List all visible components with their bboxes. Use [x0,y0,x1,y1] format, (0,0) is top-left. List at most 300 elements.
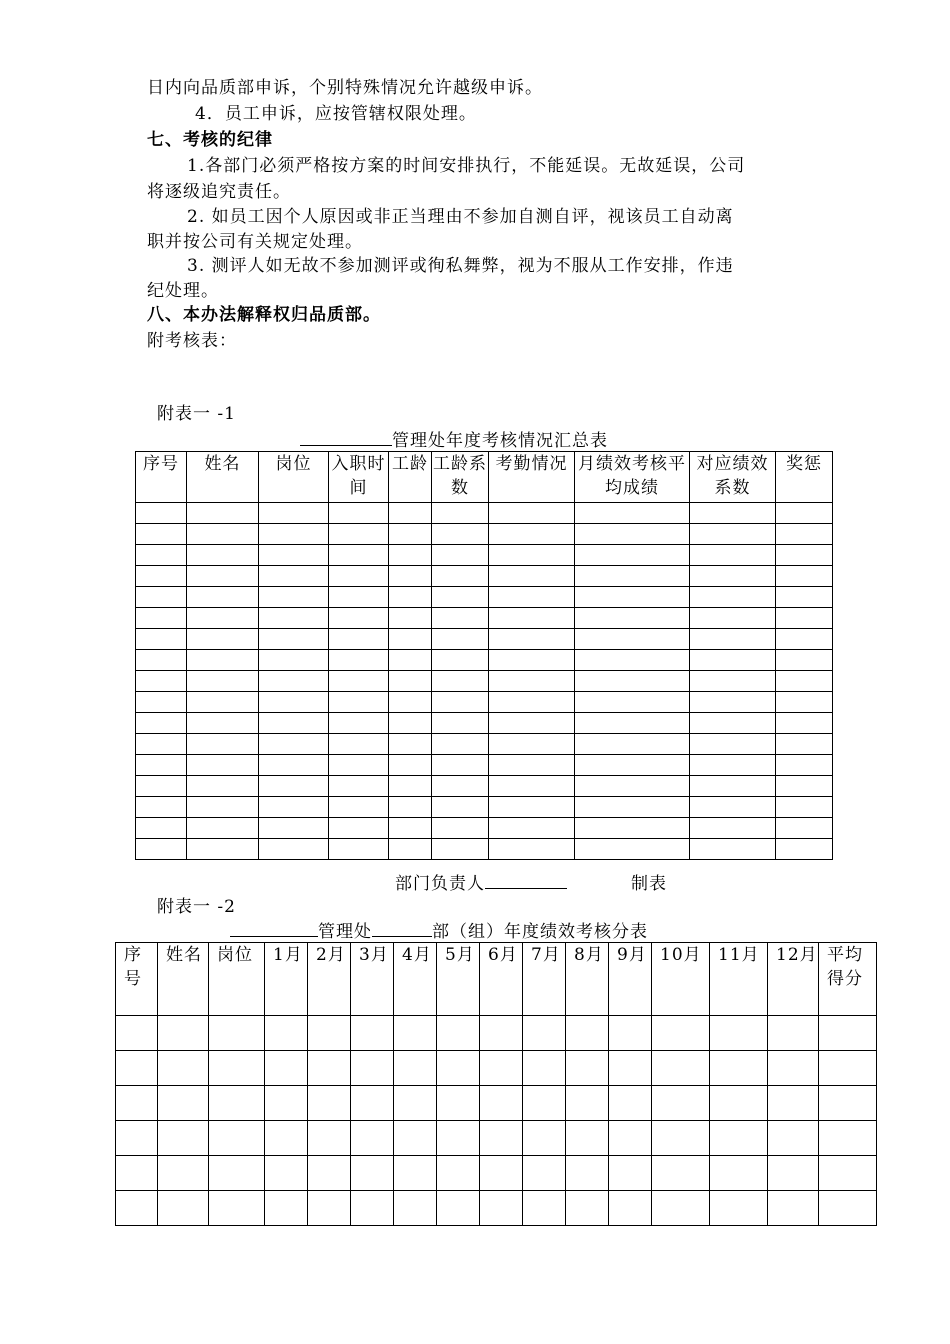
table-cell [351,1016,394,1051]
table-cell [259,650,329,671]
header-cell: 入职时间 [329,452,389,503]
table2-title [230,918,648,944]
table-cell [308,1191,351,1226]
table-cell [158,1121,209,1156]
table-cell [489,629,575,650]
table-cell [209,1051,265,1086]
table-cell [776,839,833,860]
table-cell [187,608,259,629]
table-cell [389,503,432,524]
table-row [136,734,833,755]
table-cell [259,713,329,734]
table-cell [265,1191,308,1226]
table-cell [776,650,833,671]
paragraph-line: 纪处理。 [147,281,219,301]
table-row [136,797,833,818]
table-cell [489,608,575,629]
table-cell [710,1016,768,1051]
table-cell [776,545,833,566]
table-cell [329,671,389,692]
table2-label: 附表一 -2 [157,897,236,917]
table-cell [187,734,259,755]
table-cell [329,818,389,839]
table-cell [489,776,575,797]
table-cell [489,755,575,776]
table-cell [389,545,432,566]
table-cell [690,503,776,524]
header-cell: 序号 [136,452,187,503]
table-cell [158,1156,209,1191]
table-cell [566,1121,609,1156]
table-cell [776,671,833,692]
table-cell [776,734,833,755]
table-cell [437,1086,480,1121]
header-cell: 12月 [768,943,819,1016]
header-cell: 姓名 [187,452,259,503]
footer-label: 部门负责人 [395,874,485,894]
table-cell [187,776,259,797]
table1-label: 附表一 -1 [157,404,236,424]
table-cell [136,839,187,860]
table-cell [259,587,329,608]
paragraph-line: 附考核表： [147,331,237,351]
table-cell [329,524,389,545]
table-cell [136,650,187,671]
table-cell [329,839,389,860]
table-cell [136,797,187,818]
table-cell [432,671,489,692]
table-cell [566,1086,609,1121]
table-cell [489,734,575,755]
paragraph-line: 4．员工申诉，应按管辖权限处理。 [195,104,477,124]
table-cell [136,524,187,545]
table-cell [768,1086,819,1121]
table-cell [432,629,489,650]
table-cell [351,1086,394,1121]
table-cell [690,650,776,671]
table-cell [259,671,329,692]
table-cell [690,545,776,566]
table-cell [116,1121,158,1156]
table-cell [265,1016,308,1051]
table-cell [575,839,690,860]
header-cell: 2月 [308,943,351,1016]
table-cell [209,1121,265,1156]
table-cell [690,818,776,839]
table-cell [489,692,575,713]
table-cell [394,1086,437,1121]
table-cell [265,1051,308,1086]
table-cell [432,692,489,713]
table-row [136,503,833,524]
table-cell [480,1051,523,1086]
header-cell: 对应绩效系数 [690,452,776,503]
table-cell [209,1016,265,1051]
table-cell [566,1191,609,1226]
table-cell [136,734,187,755]
table-cell [389,650,432,671]
header-cell: 4月 [394,943,437,1016]
table-cell [575,755,690,776]
table-cell [768,1156,819,1191]
table-cell [116,1051,158,1086]
table-cell [187,650,259,671]
table-cell [575,818,690,839]
table-cell [329,608,389,629]
table-cell [489,587,575,608]
table-cell [776,692,833,713]
header-cell: 平均得分 [819,943,877,1016]
table-cell [437,1191,480,1226]
table-row [136,713,833,734]
table-cell [819,1156,877,1191]
table-cell [575,650,690,671]
table-cell [575,776,690,797]
table-cell [329,650,389,671]
table-cell [259,629,329,650]
table-cell [136,503,187,524]
table-cell [432,650,489,671]
table-cell [432,524,489,545]
header-cell: 7月 [523,943,566,1016]
table-cell [575,629,690,650]
table-cell [575,734,690,755]
table-cell [209,1191,265,1226]
table-cell [187,629,259,650]
table-cell [187,818,259,839]
table-cell [136,566,187,587]
table-cell [768,1016,819,1051]
table-cell [819,1086,877,1121]
table-cell [329,734,389,755]
table-cell [389,734,432,755]
table-cell [394,1191,437,1226]
table-cell [136,629,187,650]
table-row [136,692,833,713]
table-cell [652,1121,710,1156]
table-cell [776,587,833,608]
table-cell [136,587,187,608]
table2-title-mid: 管理处 [318,922,372,942]
table-cell [351,1121,394,1156]
table-cell [308,1156,351,1191]
summary-table [135,451,833,860]
table-cell [432,503,489,524]
table-cell [389,776,432,797]
table-cell [308,1051,351,1086]
header-cell: 9月 [609,943,652,1016]
table-cell [523,1016,566,1051]
table-row [116,1156,877,1191]
header-cell: 3月 [351,943,394,1016]
header-cell: 6月 [480,943,523,1016]
table-cell [389,566,432,587]
table-cell [690,713,776,734]
table-cell [690,776,776,797]
table-cell [136,713,187,734]
table-cell [389,608,432,629]
table-cell [187,587,259,608]
table-cell [116,1016,158,1051]
table-cell [710,1121,768,1156]
table-cell [187,503,259,524]
table-cell [480,1086,523,1121]
table-cell [265,1121,308,1156]
table-row [116,1191,877,1226]
header-cell: 11月 [710,943,768,1016]
table-cell [265,1086,308,1121]
table-cell [351,1051,394,1086]
table-cell [652,1156,710,1191]
table-cell [690,524,776,545]
table-cell [776,629,833,650]
table-cell [575,608,690,629]
table-cell [389,524,432,545]
table-cell [308,1121,351,1156]
table-cell [480,1016,523,1051]
table-cell [187,797,259,818]
table-cell [432,734,489,755]
table-cell [480,1121,523,1156]
table-cell [523,1121,566,1156]
table-row [136,671,833,692]
title-blank [372,918,432,937]
table-cell [308,1016,351,1051]
table-cell [259,818,329,839]
table-cell [329,587,389,608]
table-cell [489,818,575,839]
table-cell [394,1051,437,1086]
table-cell [776,566,833,587]
table-cell [776,524,833,545]
table-cell [394,1121,437,1156]
table-cell [437,1051,480,1086]
table-cell [136,776,187,797]
table-cell [575,566,690,587]
table-cell [187,545,259,566]
header-cell: 5月 [437,943,480,1016]
table-cell [265,1156,308,1191]
table-cell [690,608,776,629]
table-cell [489,503,575,524]
table-row [116,1121,877,1156]
table-cell [259,755,329,776]
table-cell [575,545,690,566]
table-cell [259,797,329,818]
table-cell [437,1016,480,1051]
table-cell [710,1191,768,1226]
table-row [136,629,833,650]
table-cell [259,566,329,587]
table-cell [575,503,690,524]
table-cell [389,692,432,713]
table-cell [259,692,329,713]
table-cell [819,1121,877,1156]
table-cell [710,1156,768,1191]
table-cell [489,839,575,860]
table-cell [480,1156,523,1191]
table-cell [776,755,833,776]
table-cell [690,629,776,650]
table-cell [432,545,489,566]
table-cell [187,713,259,734]
table-cell [690,755,776,776]
table-row [136,524,833,545]
table-cell [432,566,489,587]
table-cell [575,713,690,734]
header-cell: 8月 [566,943,609,1016]
table-row [136,566,833,587]
table-cell [690,839,776,860]
table-cell [158,1086,209,1121]
table-cell [432,713,489,734]
table-cell [523,1156,566,1191]
table-cell [819,1016,877,1051]
table-cell [710,1086,768,1121]
table-row [136,608,833,629]
table-cell [489,545,575,566]
table-cell [259,839,329,860]
table-cell [136,755,187,776]
table-cell [329,755,389,776]
table-cell [158,1051,209,1086]
table-cell [489,650,575,671]
table-cell [432,608,489,629]
table-cell [566,1051,609,1086]
table-cell [389,818,432,839]
table-cell [329,566,389,587]
table-cell [187,566,259,587]
table-cell [566,1016,609,1051]
header-cell: 工龄系数 [432,452,489,503]
table-cell [819,1191,877,1226]
table-cell [329,545,389,566]
table-cell [259,608,329,629]
table-cell [776,797,833,818]
header-cell: 考勤情况 [489,452,575,503]
table-cell [489,524,575,545]
footer-suffix: 制表 [631,874,667,894]
table-cell [609,1121,652,1156]
table-cell [690,671,776,692]
score-table [115,942,877,1226]
table-cell [209,1156,265,1191]
paragraph-line: 日内向品质部申诉，个别特殊情况允许越级申诉。 [147,78,543,98]
table-cell [690,692,776,713]
table-cell [575,692,690,713]
table-cell [690,566,776,587]
header-cell: 岗位 [209,943,265,1016]
table-cell [776,503,833,524]
paragraph-line: 将逐级追究责任。 [147,182,291,202]
table-cell [389,839,432,860]
table-cell [776,713,833,734]
table-cell [609,1051,652,1086]
table-cell [389,755,432,776]
table-cell [609,1016,652,1051]
table-cell [329,692,389,713]
table-cell [136,818,187,839]
table-cell [389,671,432,692]
table-cell [329,503,389,524]
table-cell [489,713,575,734]
table-cell [652,1086,710,1121]
table-cell [259,503,329,524]
table-cell [489,671,575,692]
table2-title-end: 部（组）年度绩效考核分表 [432,922,648,942]
table-row [136,545,833,566]
table-cell [432,776,489,797]
table-cell [609,1156,652,1191]
table-row [116,1086,877,1121]
table-cell [116,1086,158,1121]
table-cell [259,776,329,797]
header-cell: 岗位 [259,452,329,503]
table-row [116,1051,877,1086]
table-cell [187,839,259,860]
table-cell [819,1051,877,1086]
footer-blank [485,870,567,889]
table-cell [136,545,187,566]
table-cell [566,1156,609,1191]
header-row [116,943,877,1016]
table-cell [389,629,432,650]
table-cell [389,713,432,734]
table-cell [437,1121,480,1156]
table-cell [776,776,833,797]
table-cell [690,797,776,818]
table-cell [489,566,575,587]
title-blank [300,427,392,446]
table-cell [523,1191,566,1226]
table-cell [187,692,259,713]
paragraph-line: 职并按公司有关规定处理。 [147,232,363,252]
table-cell [652,1191,710,1226]
table-row [136,839,833,860]
table-cell [489,797,575,818]
header-cell: 序号 [116,943,158,1016]
table-cell [652,1016,710,1051]
table-cell [116,1191,158,1226]
table1-title-text: 管理处年度考核情况汇总表 [392,431,608,451]
table-cell [768,1051,819,1086]
table-row [136,587,833,608]
table-cell [158,1016,209,1051]
table-cell [652,1051,710,1086]
header-cell: 姓名 [158,943,209,1016]
table-cell [609,1086,652,1121]
table-cell [329,629,389,650]
table-cell [690,734,776,755]
table-cell [351,1156,394,1191]
table-cell [187,524,259,545]
paragraph-line: 1.各部门必须严格按方案的时间安排执行，不能延误。无故延误，公司 [187,156,746,176]
table-cell [308,1086,351,1121]
table-cell [389,797,432,818]
table-cell [389,587,432,608]
table-cell [136,671,187,692]
table-cell [768,1121,819,1156]
table-cell [259,545,329,566]
table-cell [329,776,389,797]
header-row [136,452,833,503]
table-cell [523,1051,566,1086]
table-cell [432,797,489,818]
table-cell [480,1191,523,1226]
table-cell [690,587,776,608]
table-cell [776,608,833,629]
table-cell [136,692,187,713]
